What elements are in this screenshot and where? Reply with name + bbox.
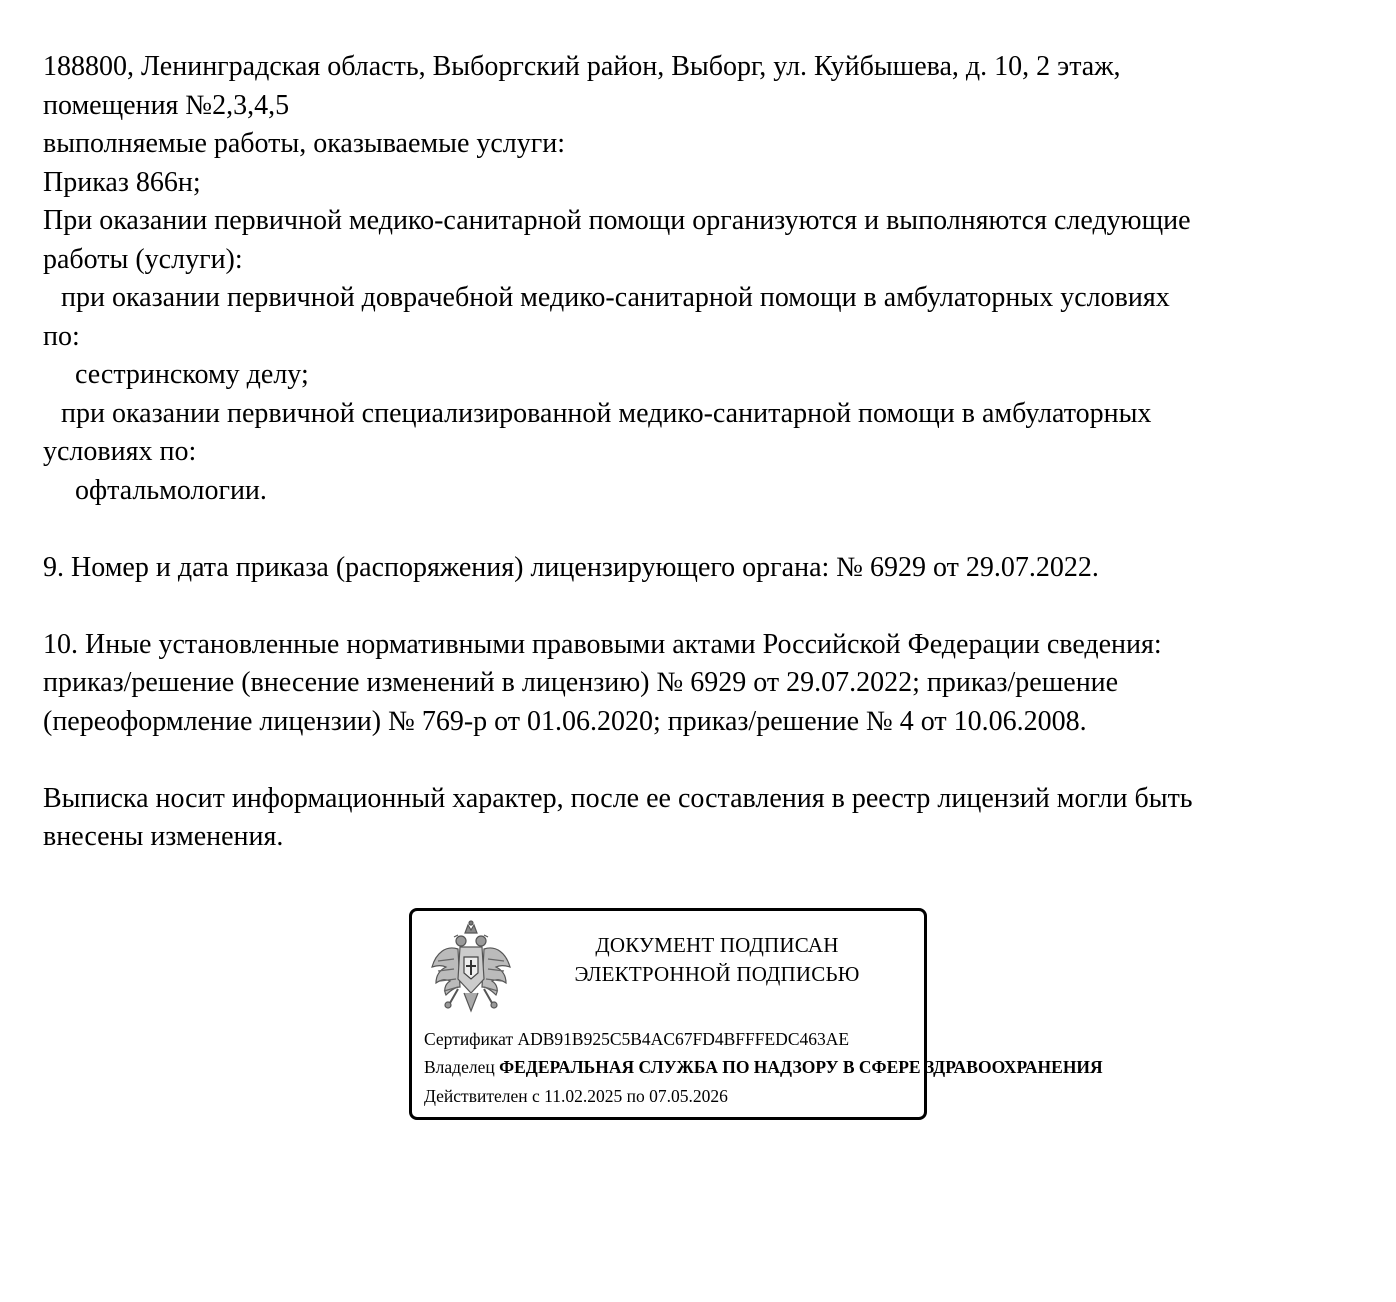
specialized-care-line-1: при оказании первичной специализированной медико-санитарной помощи в амбулаторных (61, 397, 1152, 429)
primary-care-line-2: работы (услуги): (43, 243, 243, 275)
disclaimer-line-2: внесены изменения. (43, 821, 284, 852)
ophthalmology-service: офтальмологии. (75, 474, 267, 506)
section-10-line-1: 10. Иные установленные нормативными правовыми актами Российской Федерации сведения: (43, 628, 1162, 660)
section-10-line-2: приказ/решение (внесение изменений в лицензию) № 6929 от 29.07.2022; приказ/решение (43, 667, 1119, 698)
certificate-value: ADB91B925C5B4AC67FD4BFFFEDC463AE (517, 1029, 850, 1049)
address-line-1: 188800, Ленинградская область, Выборгский район, Выборг, ул. Куйбышева, д. 10, 2 этаж, (43, 51, 1121, 82)
order-reference: Приказ 866н; (43, 166, 201, 198)
section-10-line-3: (переоформление лицензии) № 769-р от 01.06.2020; приказ/решение № 4 от 10.06.2008. (43, 705, 1087, 737)
stamp-heading (532, 931, 902, 989)
works-heading: выполняемые работы, оказываемые услуги: (43, 128, 566, 159)
address-line-2: помещения №2,3,4,5 (43, 89, 290, 121)
spacer (43, 741, 1363, 780)
section-9: 9. Номер и дата приказа (распоряжения) лицензирующего органа: № 6929 от 29.07.2022. (43, 551, 1099, 583)
coat-of-arms-icon (428, 919, 514, 1019)
certificate-label: Сертификат (424, 1029, 514, 1049)
prehospital-care-line-1: при оказании первичной доврачебной медико-санитарной помощи в амбулаторных условиях (61, 282, 1170, 313)
owner-value: ФЕДЕРАЛЬНАЯ СЛУЖБА ПО НАДЗОРУ В СФЕРЕ ЗДРАВООХРАНЕНИЯ (499, 1057, 1103, 1077)
specialized-care-line-2: условиях по: (43, 436, 197, 467)
disclaimer-line-1: Выписка носит информационный характер, после ее составления в реестр лицензий могли быть (43, 782, 1193, 814)
spacer (43, 587, 1363, 626)
owner-line (424, 1056, 1103, 1078)
prehospital-care-line-2: по: (43, 320, 80, 352)
primary-care-line-1: При оказании первичной медико-санитарной помощи организуются и выполняются следующие (43, 205, 1191, 236)
stamp-heading-line-1: ДОКУМЕНТ ПОДПИСАН (595, 933, 839, 957)
nursing-service: сестринскому делу; (75, 359, 309, 390)
validity-line: Действителен с 11.02.2025 по 07.05.2026 (424, 1086, 728, 1106)
owner-label: Владелец (424, 1057, 495, 1077)
stamp-heading-line-2: ЭЛЕКТРОННОЙ ПОДПИСЬЮ (574, 962, 860, 986)
electronic-signature-stamp (409, 908, 1103, 1120)
certificate-line (424, 1028, 849, 1050)
spacer (43, 510, 1363, 549)
document-body (43, 48, 1363, 857)
